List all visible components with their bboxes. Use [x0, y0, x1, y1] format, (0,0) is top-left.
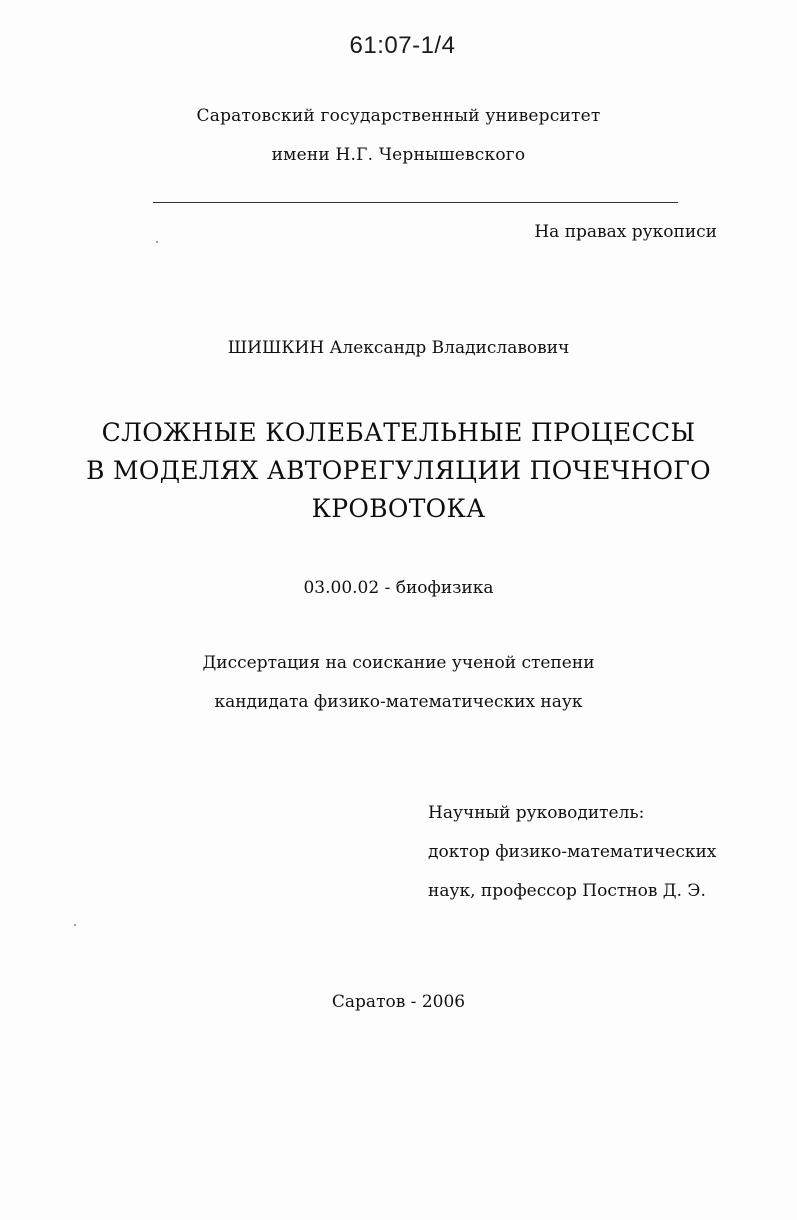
header-divider: [153, 202, 678, 203]
author-name: ШИШКИН Александр Владиславович: [227, 338, 570, 358]
scan-speck: [74, 924, 76, 926]
specialty-code: 03.00.02 - биофизика: [303, 578, 494, 598]
advisor-name: наук, профессор Постнов Д. Э.: [428, 881, 706, 901]
shelfmark-code: 61:07-1/4: [349, 32, 456, 59]
university-named-after: имени Н.Г. Чернышевского: [271, 145, 526, 165]
degree-line-1: Диссертация на соискание ученой степени: [202, 653, 595, 673]
advisor-degree: доктор физико-математических: [428, 842, 717, 862]
advisor-label: Научный руководитель:: [428, 803, 645, 823]
degree-line-2: кандидата физико-математических наук: [214, 692, 583, 712]
thesis-title-line-1: СЛОЖНЫЕ КОЛЕБАТЕЛЬНЫЕ ПРОЦЕССЫ: [101, 418, 696, 447]
scan-speck: [156, 241, 158, 243]
thesis-title-line-3: КРОВОТОКА: [311, 494, 486, 523]
manuscript-rights-note: На правах рукописи: [534, 222, 717, 242]
city-year: Саратов - 2006: [331, 992, 466, 1012]
university-name: Саратовский государственный университет: [196, 106, 601, 126]
thesis-title-line-2: В МОДЕЛЯХ АВТОРЕГУЛЯЦИИ ПОЧЕЧНОГО: [86, 456, 711, 485]
